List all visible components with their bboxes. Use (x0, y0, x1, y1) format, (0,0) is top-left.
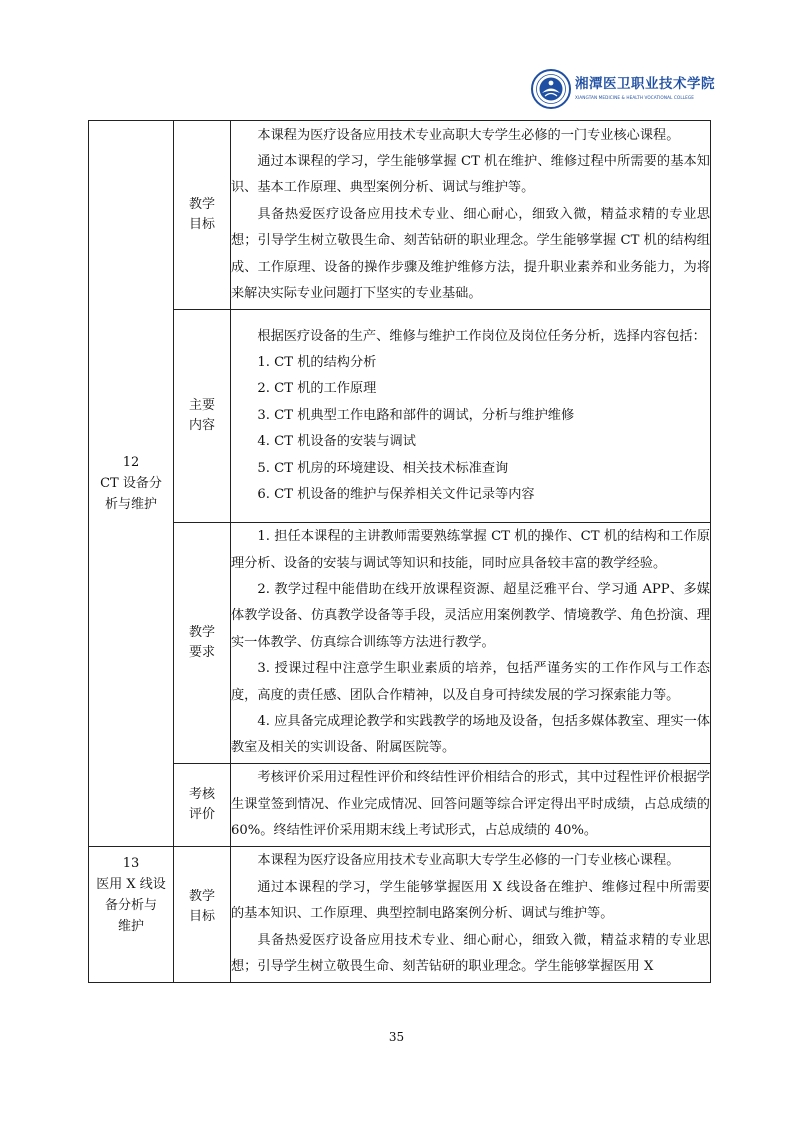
paragraph: 1. 担任本课程的主讲教师需要熟练掌握 CT 机的操作、CT 机的结构和工作原理分析、设备的安装与调试等知识和技能，同时应具备较丰富的教学经验。 (231, 529, 710, 571)
table-row (89, 523, 711, 764)
course-name-line: 析与维护 (104, 497, 157, 512)
paragraph: 根据医疗设备的生产、维修与维护工作岗位及岗位任务分析，选择内容包括： (257, 328, 706, 344)
table-row (89, 121, 711, 310)
page-number: 35 (388, 1030, 405, 1044)
paragraph: 考核评价采用过程性评价和终结性评价相结合的形式，其中过程性评价根据学生课堂签到情况、作业完成情况、回答问题等综合评定得出平时成绩，占总成绩的 60%。终结性评价采用期末线上考试形式，占总成绩的 40%。 (231, 770, 710, 839)
school-seal-icon (531, 69, 571, 109)
table-row (89, 847, 711, 983)
paragraph: 具备热爱医疗设备应用技术专业、细心耐心，细致入微，精益求精的专业思想；引导学生树立敬畏生命、刻苦钻研的职业理念。学生能够掌握医用 X (231, 932, 710, 975)
paragraph: 本课程为医疗设备应用技术专业高职大专学生必修的一门专业核心课程。 (257, 853, 680, 869)
paragraph: 通过本课程的学习，学生能够掌握 CT 机在维护、维修过程中所需要的基本知识、基本工作原理、典型案例分析、调试与维护等。 (231, 153, 710, 196)
table-row (89, 764, 711, 847)
row-label-goal: 教学 目标 (174, 847, 231, 983)
list-item: 3. CT 机典型工作电路和部件的调试，分析与维护维修 (257, 407, 575, 423)
main-content (231, 310, 711, 523)
course-13-name-cell (89, 847, 174, 983)
table-row (89, 310, 711, 523)
school-logo (531, 66, 721, 112)
paragraph: 本课程为医疗设备应用技术专业高职大专学生必修的一门专业核心课程。 (257, 127, 680, 143)
paragraph: 2. 教学过程中能借助在线开放课程资源、超星泛雅平台、学习通 APP、多媒体教学设备、仿真教学设备等手段，灵活应用案例教学、情境教学、角色扮演、理实一体教学、仿真综合训练等方法进行教学。 (231, 581, 710, 650)
list-item: 2. CT 机的工作原理 (257, 381, 377, 397)
paragraph: 具备热爱医疗设备应用技术专业、细心耐心，细致入微，精益求精的专业思想；引导学生树立敬畏生命、刻苦钻研的职业理念。学生能够掌握 CT 机的结构组成、工作原理、设备的操作步骤及维护维修方法，提升职业素养和业务能力，为将来解决实际专业问题打下坚实的专业基础。 (231, 206, 710, 302)
paragraph: 通过本课程的学习，学生能够掌握医用 X 线设备在维护、维修过程中所需要的基本知识、工作原理、典型控制电路案例分析、调试与维护等。 (231, 879, 710, 922)
goal-content (231, 121, 711, 310)
course-number: 12 (122, 455, 140, 470)
assessment-content (231, 764, 711, 847)
course-name-line: 维护 (117, 919, 144, 934)
row-label-content: 主要 内容 (174, 310, 231, 523)
course-table (88, 120, 711, 983)
goal-content (231, 847, 711, 983)
list-item: 5. CT 机房的环境建设、相关技术标准查询 (257, 460, 509, 476)
course-12-name-cell (89, 121, 174, 847)
requirements-content (231, 523, 711, 764)
list-item: 4. CT 机设备的安装与调试 (257, 434, 416, 450)
paragraph: 3. 授课过程中注意学生职业素质的培养，包括严谨务实的工作作风与工作态度，高度的责任感、团队合作精神，以及自身可持续发展的学习探索能力等。 (231, 661, 710, 703)
school-name-en: XIANGTAN MEDICINE & HEALTH VOCATIONAL COLLEGE (575, 94, 695, 100)
course-name-line: 医用 X 线设 (96, 877, 166, 892)
course-name-line: 备分析与 (104, 898, 157, 913)
list-item: 1. CT 机的结构分析 (257, 354, 377, 370)
course-name-line: CT 设备分 (100, 476, 162, 491)
row-label-goal: 教学 目标 (174, 121, 231, 310)
row-label-requirements: 教学 要求 (174, 523, 231, 764)
paragraph: 4. 应具备完成理论教学和实践教学的场地及设备，包括多媒体教室、理实一体教室及相关的实训设备、附属医院等。 (231, 714, 710, 756)
list-item: 6. CT 机设备的维护与保养相关文件记录等内容 (257, 487, 535, 503)
row-label-assessment: 考核 评价 (174, 764, 231, 847)
course-number: 13 (122, 856, 140, 871)
school-name-cn: 湘潭医卫职业技术学院 (575, 76, 715, 93)
